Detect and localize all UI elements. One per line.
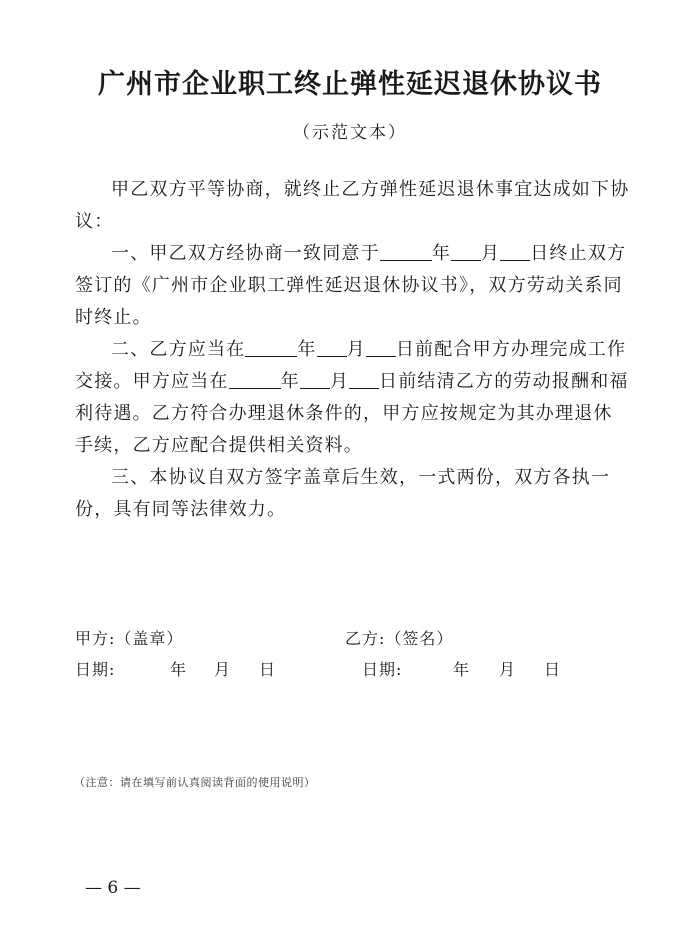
clause-2-text-c: 日前结清乙方的劳动报酬和福利待遇。乙方符合办理退休条件的，甲方应按规定为其办理退休手续，乙方应配合提供相关资料。	[75, 371, 629, 456]
clause-2-text-a: 二、乙方应当在	[111, 339, 246, 360]
party-b-date-day: 日	[544, 660, 561, 679]
party-a-date-label: 日期:	[75, 660, 116, 679]
month-label: 月	[329, 371, 350, 392]
page-number: — 6 —	[85, 878, 141, 898]
day-blank	[349, 368, 379, 389]
day-blank	[500, 240, 530, 261]
party-b-signature-label: 乙方:（签名）	[345, 629, 454, 648]
party-a-date-month: 月	[214, 660, 231, 679]
month-blank	[451, 240, 481, 261]
month-blank	[317, 336, 347, 357]
day-blank	[366, 336, 396, 357]
clause-1-text-a: 一、甲乙双方经协商一致同意于	[111, 243, 380, 264]
party-a-date-year: 年	[170, 660, 187, 679]
clause-2	[75, 334, 630, 462]
document-title: 广州市企业职工终止弹性延迟退休协议书	[98, 69, 602, 100]
year-label: 年	[431, 243, 452, 264]
month-blank	[300, 368, 330, 389]
month-label: 月	[481, 243, 501, 264]
party-a-seal-label: 甲方:（盖章）	[75, 629, 184, 648]
intro-paragraph: 甲乙双方平等协商，就终止乙方弹性延迟退休事宜达成如下协议：	[75, 179, 630, 232]
clause-3: 三、本协议自双方签字盖章后生效，一式两份，双方各执一份，具有同等法律效力。	[75, 467, 611, 520]
document-subtitle: （示范文本）	[293, 123, 407, 143]
year-blank	[245, 336, 297, 357]
clause-1-text-b: 日终止双方签订的《广州市企业职工弹性延迟退休协议书》，双方劳动关系同时终止。	[75, 243, 627, 328]
party-b-date-year: 年	[453, 660, 470, 679]
party-b-date-label: 日期:	[362, 660, 403, 679]
clause-1	[75, 238, 630, 334]
year-blank	[380, 240, 432, 261]
year-label: 年	[280, 371, 300, 392]
party-b-date-month: 月	[499, 660, 516, 679]
month-label: 月	[346, 339, 366, 360]
clause-2-text-b: 日前配合甲方办理完成工作交接。甲方应当在	[75, 339, 627, 392]
year-label: 年	[297, 339, 317, 360]
party-a-date-day: 日	[259, 660, 276, 679]
usage-note: （注意：请在填写前认真阅读背面的使用说明）	[74, 776, 316, 789]
year-blank	[229, 368, 281, 389]
